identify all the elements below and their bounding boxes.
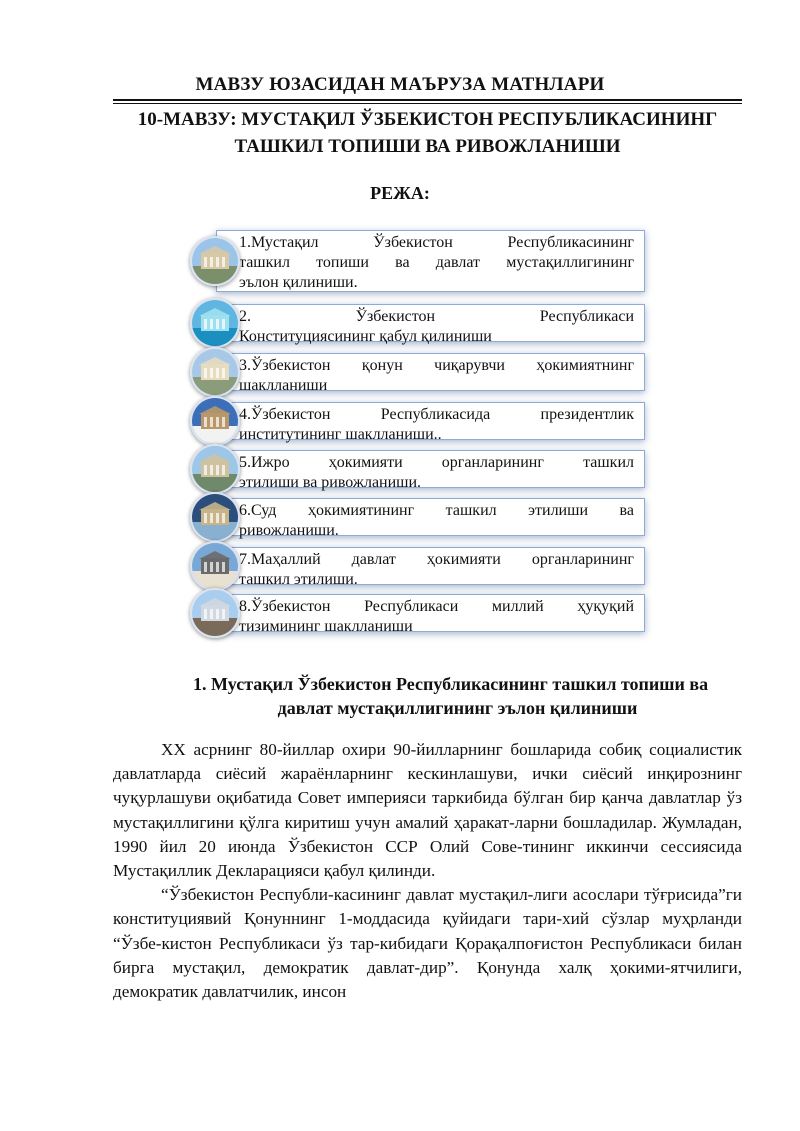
body-paragraph-2: “Ўзбекистон Республи-касининг давлат мустақил-лиги асослари тўғрисида”ги конституциявий Қонуннинг 1-моддасида қуйидаги тари-хий сўзлар муҳрланди “Ўзбе-кистон Республикаси ўз тар-кибидаги Қорақалпоғистон Республикаси билан бирга мустақил, демократик давлат-дир”. Қонунда халқ ҳокими-ятчилиги, демократик давлатчилик, инсон [113, 885, 742, 1002]
court-building-photo-icon [190, 492, 240, 542]
plan-item-text-line: тизимининг шаклланиши [239, 618, 413, 635]
plan-item [190, 353, 645, 394]
plan-item-text-line: 7.Маҳаллий давлат ҳокимияти органларининг [239, 551, 634, 568]
local-government-building-photo-icon [190, 541, 240, 591]
plan-item-text-line: ривожланиши. [239, 522, 339, 539]
plan-item-box [216, 304, 645, 345]
plan-item-text-line: ташкил этилиши. [239, 571, 358, 588]
plan-item-box [216, 594, 645, 635]
body-paragraph-1: XX асрнинг 80-йиллар охири 90-йилларнинг бошларида собиқ социалистик давлатларда сиёсий жараёнларнинг кескинлашуви, ички сиёсий инқирознинг чуқурлашуви оқибатида Совет империяси таркибида бўлган бир қанча давлатлар ўз мустақиллигини қўлга киритиш учун амалий ҳаракат-ларни бошладилар. Жумладан, 1990 йил 20 июнда Ўзбекистон ССР Олий Сове-тининг иккинчи сессиясида Мустақиллик Декларацияси қабул қилинди. [113, 740, 742, 881]
plan-item-box [216, 450, 645, 491]
plan-item-box [216, 547, 645, 588]
plan-item-text-line: институтининг шаклланиши.. [239, 426, 442, 443]
plan-item-text-line: Конституциясининг қабул қилиниши [239, 328, 492, 345]
section-heading [113, 672, 742, 720]
plan-item-text-line: этилиши ва ривожланиши. [239, 474, 422, 491]
government-building-photo-icon [190, 444, 240, 494]
plan-item-text-line: 6.Суд ҳокимиятининг ташкил этилиши ва [239, 502, 634, 519]
legislative-building-photo-icon [190, 347, 240, 397]
plan-item-text-line: 5.Ижро ҳокимияти органларининг ташкил [239, 454, 634, 471]
plan-item [190, 450, 645, 491]
header-rule-thick [113, 99, 742, 101]
plan-item [190, 547, 645, 588]
section-heading-line1: 1. Мустақил Ўзбекистон Республикасининг ташкил топиши ва [193, 674, 709, 694]
plan-item-text-line: шаклланиши [239, 377, 328, 394]
body-text [113, 738, 742, 1004]
plan-item-text-line: 8.Ўзбекистон Республикаси миллий ҳуқуқий [239, 598, 634, 615]
plan-item-box [216, 498, 645, 539]
plan-heading: РЕЖА: [370, 183, 430, 203]
plan-item-box [216, 402, 645, 443]
topic-title [113, 106, 742, 160]
plan-item-text-line: эълон қилиниши. [239, 274, 358, 291]
topic-title-line2: ТАШКИЛ ТОПИШИ ВА РИВОЖЛАНИШИ [234, 136, 621, 157]
presidential-palace-photo-icon [190, 396, 240, 446]
parliament-building-photo-icon [190, 236, 240, 286]
constitution-book-photo-icon [190, 298, 240, 348]
monument-flag-photo-icon [190, 588, 240, 638]
plan-item-text-line: 3.Ўзбекистон қонун чиқарувчи ҳокимиятнинг [239, 357, 634, 374]
plan-item-text-line: 1.Мустақил Ўзбекистон Республикасининг [239, 234, 634, 251]
plan-item [190, 230, 645, 292]
plan-item-text-line: 4.Ўзбекистон Республикасида президентлик [239, 406, 634, 423]
page-header-title: МАВЗУ ЮЗАСИДАН МАЪРУЗА МАТНЛАРИ [195, 74, 605, 95]
plan-item-text-line: ташкил топиши ва давлат мустақиллигининг [239, 254, 634, 271]
plan-item-text-line: 2. Ўзбекистон Республикаси [239, 308, 634, 325]
topic-title-line1: 10-МАВЗУ: МУСТАҚИЛ ЎЗБЕКИСТОН РЕСПУБЛИКАСИНИНГ [137, 109, 718, 130]
plan-item [190, 498, 645, 539]
plan-item [190, 594, 645, 635]
plan-item [190, 304, 645, 345]
header-rule-thin [113, 103, 742, 104]
plan-item-box [216, 353, 645, 394]
section-heading-line2: давлат мустақиллигининг эълон қилиниши [277, 698, 638, 718]
plan-item-box [216, 230, 645, 292]
plan-item [190, 402, 645, 443]
